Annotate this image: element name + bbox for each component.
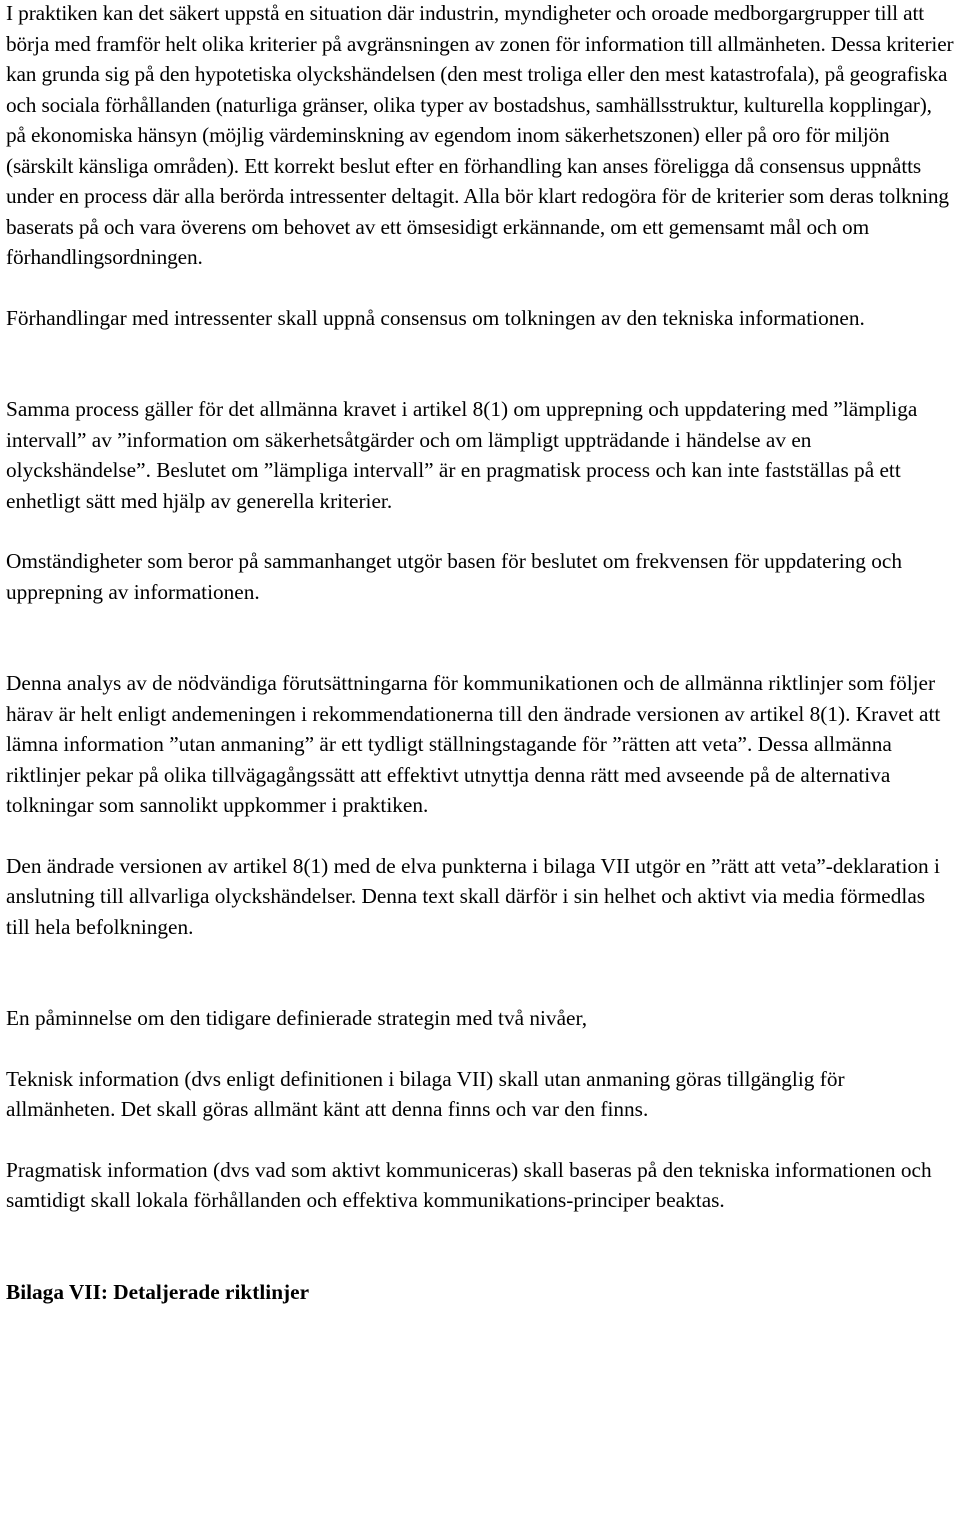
paragraph-consensus: Förhandlingar med intressenter skall uppnå consensus om tolkningen av den tekniska informationen. — [6, 305, 865, 330]
section-spacer — [6, 333, 954, 394]
appendix-heading: Bilaga VII: Detaljerade riktlinjer — [6, 1279, 310, 1304]
paragraph-spacer — [6, 516, 954, 546]
paragraph-spacer — [6, 1034, 954, 1064]
section-spacer — [6, 1216, 954, 1277]
paragraph-analysis: Denna analys av de nödvändiga förutsättningarna för kommunikationen och de allmänna riktlinjer som följer härav är helt enligt andemeningen i rekommendationerna till den ändrade versionen av artikel 8(1). Kravet att lämna information ”utan anmaning” är ett tydligt ställningstagande för ”rätten att veta”. Dessa allmänna riktlinjer pekar på olika tillvägagångssätt att effektivt utnyttja denna rätt med avseende på de alternativa tolkningar som sannolikt uppkommer i praktiken. — [6, 671, 941, 817]
paragraph-technical-information: Teknisk information (dvs enligt definitionen i bilaga VII) skall utan anmaning göras tillgänglig för allmänheten. Det skall göras allmänt känt att denna finns och var den finns. — [6, 1066, 845, 1121]
paragraph-zone-criteria-part-b: Dessa kriterier kan grunda sig på den hypotetiska olyckshändelsen (den mest troliga eller den mest katastrofala), på geografiska och sociala förhållanden (naturliga gränser, olika typer av bostadshus, samhällsstruktur, kulturella kopplingar), på ekonomiska hänsyn (möjlig värdeminskning av egendom inom säkerhetszonen) eller på oro för miljön (särskilt känsliga områden). — [6, 31, 954, 178]
paragraph-spacer — [6, 273, 954, 303]
paragraph-zone-criteria-part-a: I praktiken kan det säkert uppstå en situation där industrin, myndigheter och oroade medborgargrupper till att börja med framför helt olika kriterier på avgränsningen av zonen för information till allmänheten. — [6, 1, 925, 56]
paragraph-spacer — [6, 821, 954, 851]
section-spacer — [6, 607, 954, 668]
paragraph-right-to-know: Den ändrade versionen av artikel 8(1) med de elva punkterna i bilaga VII utgör en ”rätt att veta”-deklaration i anslutning till allvarliga olyckshändelser. Denna text skall därför i sin helhet och aktivt via media förmedlas till hela befolkningen. — [6, 853, 940, 939]
paragraph-circumstances: Omständigheter som beror på sammanhanget utgör basen för beslutet om frekvensen för uppdatering och upprepning av informationen. — [6, 549, 902, 604]
paragraph-spacer — [6, 1125, 954, 1155]
paragraph-strategy-reminder: En påminnelse om den tidigare definierade strategin med två nivåer, — [6, 1006, 588, 1030]
paragraph-zone-criteria — [6, 0, 954, 273]
paragraph-pragmatic-information: Pragmatisk information (dvs vad som aktivt kommuniceras) skall baseras på den tekniska informationen och samtidigt skall lokala förhållanden och effektiva kommunikations-principer beaktas. — [6, 1157, 932, 1212]
document-page — [6, 0, 954, 1307]
paragraph-update-intervals: Samma process gäller för det allmänna kravet i artikel 8(1) om upprepning och uppdatering med ”lämpliga intervall” av ”information om säkerhetsåtgärder och om lämpligt uppträdande i händelse av en olyckshändelse”. Beslutet om ”lämpliga intervall” är en pragmatisk process och kan inte fastställas på ett enhetligt sätt med hjälp av generella kriterier. — [6, 397, 918, 513]
section-spacer — [6, 942, 954, 1003]
paragraph-zone-criteria-part-c: Ett korrekt beslut efter en förhandling kan anses föreligga då consensus uppnåtts under en process där alla berörda intressenter deltagit. Alla bör klart redogöra för de kriterier som deras tolkning baserats på och vara överens om behovet av ett ömsesidigt erkännande, om ett gemensamt mål och om förhandlingsordningen. — [6, 153, 949, 269]
